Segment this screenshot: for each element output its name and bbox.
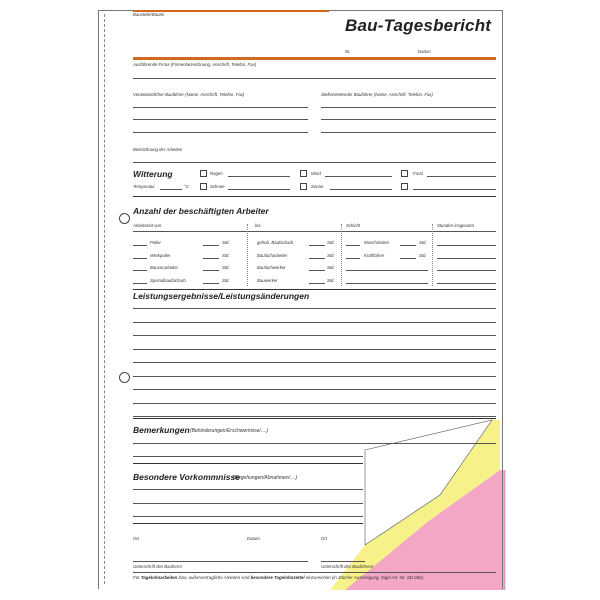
leistung-line[interactable] [133, 416, 496, 417]
maschinisten-count[interactable] [346, 245, 360, 246]
column-divider-1 [247, 224, 248, 286]
bauwerker-label: Bauwerker [257, 278, 278, 283]
gehob-hours[interactable] [309, 245, 325, 246]
bauvorarbeiter-std: Std. [222, 265, 230, 270]
punch-hole-top [119, 213, 130, 224]
bauvorarbeiter-count[interactable] [133, 270, 147, 271]
vorkommnisse-heading: Besondere Vorkommnisse [133, 472, 240, 482]
werkpolier-count[interactable] [133, 258, 147, 259]
checkbox-regen[interactable] [200, 170, 207, 177]
footer-mid: bzw. außervertragliche Arbeiten sind [178, 575, 250, 580]
werkpolier-std: Std. [222, 253, 230, 258]
bauleiter-line-1[interactable] [133, 107, 308, 108]
leistung-line[interactable] [133, 376, 496, 377]
leistung-line[interactable] [133, 349, 496, 350]
footer-prefix: Für [133, 575, 140, 580]
stunden-line-2[interactable] [437, 258, 496, 259]
footer-bold-1: Tagelohnarbeiten [140, 575, 178, 580]
divider-bemerkungen [133, 463, 363, 464]
kraftfahrer-std: Std. [419, 253, 427, 258]
custom-weather-line[interactable] [413, 189, 496, 190]
temperatur-field[interactable] [160, 189, 182, 190]
gehob-std: Std. [327, 240, 335, 245]
maschinisten-hours[interactable] [400, 245, 416, 246]
kraftfahrer-label: Kraftfahrer [364, 253, 385, 258]
stunden-line-4[interactable] [437, 283, 496, 284]
datum-label: Datum [418, 49, 431, 54]
bemerkungen-line-2[interactable] [133, 456, 363, 457]
leistung-line[interactable] [133, 308, 496, 309]
bis-label: bis [255, 223, 261, 228]
checkbox-sonne[interactable] [300, 183, 307, 190]
arbeiten-line[interactable] [133, 162, 496, 163]
stunden-line-3[interactable] [437, 270, 496, 271]
checkbox-schnee[interactable] [200, 183, 207, 190]
checkbox-frost[interactable] [401, 170, 408, 177]
temperatur-unit: °C [184, 184, 189, 189]
accent-bar-bottom [133, 57, 496, 60]
divider-weather [133, 196, 496, 197]
signature-line-bauherr[interactable] [133, 561, 308, 562]
spezialbaufacharb-std: Std. [222, 278, 230, 283]
bauwerker-hours[interactable] [309, 283, 325, 284]
kraftfahrer-hours[interactable] [400, 258, 416, 259]
bauherr-signature-label: Unterschrift des Bauherrn [133, 564, 182, 569]
frost-line [427, 176, 496, 177]
perforation-line [104, 14, 105, 584]
werkpolier-label: Werkpolier [150, 253, 171, 258]
maschinisten-label: Maschinisten [364, 240, 390, 245]
vorkommnisse-subtitle: (Begehungen/Abnahmen/....) [233, 475, 298, 481]
footer-note [133, 576, 424, 580]
datum-label-left: Datum [247, 536, 260, 541]
vorkommnisse-line-3[interactable] [133, 516, 363, 517]
punch-hole-bottom [119, 372, 130, 383]
leistung-heading: Leistungsergebnisse/Leistungsänderungen [133, 291, 310, 301]
accent-bar-top [133, 10, 329, 12]
extra-worker-line-1[interactable] [346, 270, 428, 271]
footer-rest: einzureichen (in 3facher Ausfertigung, Sigel Art.-Nr. SD 065). [305, 575, 425, 580]
wind-label: Wind [311, 171, 321, 176]
temperatur-label: Temperatur [133, 184, 155, 189]
polier-std: Std. [222, 240, 230, 245]
ort-label-left: Ort [133, 536, 139, 541]
bemerkungen-subtitle: (Behinderungen/Erschwernisse/....) [190, 428, 269, 434]
baustelle-label: Baustelle/Bautei [133, 12, 165, 17]
stunden-label: Stunden insgesamt [437, 223, 474, 228]
signature-line-bauführer[interactable] [321, 561, 365, 562]
divider-leistung [133, 418, 496, 419]
workers-heading: Anzahl der beschäftigten Arbeiter [133, 206, 269, 216]
stellvertreter-line-2[interactable] [321, 119, 496, 120]
firma-label: Ausführende Firma (Firmenbezeichnung, Anschrift, Telefon, Fax) [133, 62, 257, 67]
werkpolier-hours[interactable] [203, 258, 219, 259]
divider-workers [133, 289, 496, 290]
baufacharbeiter-label: Baufacharbeiter [257, 253, 288, 258]
schicht-label: Schicht [346, 223, 361, 228]
spezialbaufacharb-label: Spezialbaufacharb. [150, 278, 187, 283]
schnee-line [228, 189, 290, 190]
polier-label: Polier [150, 240, 161, 245]
sonne-line [330, 189, 392, 190]
leistung-line[interactable] [133, 362, 496, 363]
baufacharbeiter-std: Std. [327, 253, 335, 258]
maschinisten-std: Std. [419, 240, 427, 245]
schnee-label: Schnee [210, 184, 225, 189]
arbeitszeit-line[interactable] [133, 231, 496, 232]
footer-bold-2: besondere Tagelohnzettel [250, 575, 305, 580]
baufachwerker-label: Baufachwerker [257, 265, 286, 270]
leistung-line[interactable] [133, 389, 496, 390]
bauleiter-line-2[interactable] [133, 119, 308, 120]
nr-label: Nr. [345, 49, 351, 54]
bauführer-signature-label: Unterschrift des Bauführers [321, 564, 374, 569]
bemerkungen-heading: Bemerkungen [133, 425, 190, 435]
stellvertreter-line-1[interactable] [321, 107, 496, 108]
column-divider-2 [341, 224, 342, 286]
regen-line [228, 176, 290, 177]
leistung-line[interactable] [133, 403, 496, 404]
stellvertreter-line-3[interactable] [321, 132, 496, 133]
witterung-heading: Witterung [133, 169, 173, 179]
polier-count[interactable] [133, 245, 147, 246]
bauvorarbeiter-hours[interactable] [203, 270, 219, 271]
page-title: Bau-Tagesbericht [345, 16, 492, 35]
spezialbaufacharb-hours[interactable] [203, 283, 219, 284]
baufachwerker-hours[interactable] [309, 270, 325, 271]
stellvertreter-label: Stellvertretender Bauführer (Name, Anschrift, Telefon, Fax) [321, 92, 433, 97]
stunden-line-1[interactable] [437, 245, 496, 246]
bemerkungen-line-1[interactable] [133, 443, 496, 444]
checkbox-custom-weather[interactable] [401, 183, 408, 190]
bauleiter-line-3[interactable] [133, 132, 308, 133]
wind-line [325, 176, 392, 177]
arbeiten-label: Bezeichnung der Arbeiten [133, 147, 183, 152]
divider-vorkommnisse [133, 523, 363, 524]
ort-label-right: Ort [321, 536, 327, 541]
frost-label: Frost [413, 171, 423, 176]
firma-line-1[interactable] [133, 78, 496, 79]
polier-hours[interactable] [203, 245, 219, 246]
leistung-line[interactable] [133, 335, 496, 336]
bauvorarbeiter-label: Bauvorarbeiter [150, 265, 179, 270]
column-divider-3 [432, 224, 433, 286]
bauleiter-label: Verantwortlicher Bauführer (Name, Anschrift, Telefon, Fax) [133, 92, 245, 97]
bauwerker-std: Std. [327, 278, 335, 283]
vorkommnisse-line-2[interactable] [133, 503, 363, 504]
spezialbaufacharb-count[interactable] [133, 283, 147, 284]
baufacharbeiter-hours[interactable] [309, 258, 325, 259]
leistung-line[interactable] [133, 322, 496, 323]
vorkommnisse-line-1[interactable] [133, 489, 363, 490]
extra-worker-line-2[interactable] [346, 283, 428, 284]
arbeitszeit-label: Arbeitszeit von [133, 223, 162, 228]
baufachwerker-std: Std. [327, 265, 335, 270]
kraftfahrer-count[interactable] [346, 258, 360, 259]
sonne-label: Sonne [311, 184, 324, 189]
gehob-label: gehob. Baufacharb. [257, 240, 295, 245]
footer-rule [133, 572, 496, 573]
regen-label: Regen [210, 171, 223, 176]
checkbox-wind[interactable] [300, 170, 307, 177]
